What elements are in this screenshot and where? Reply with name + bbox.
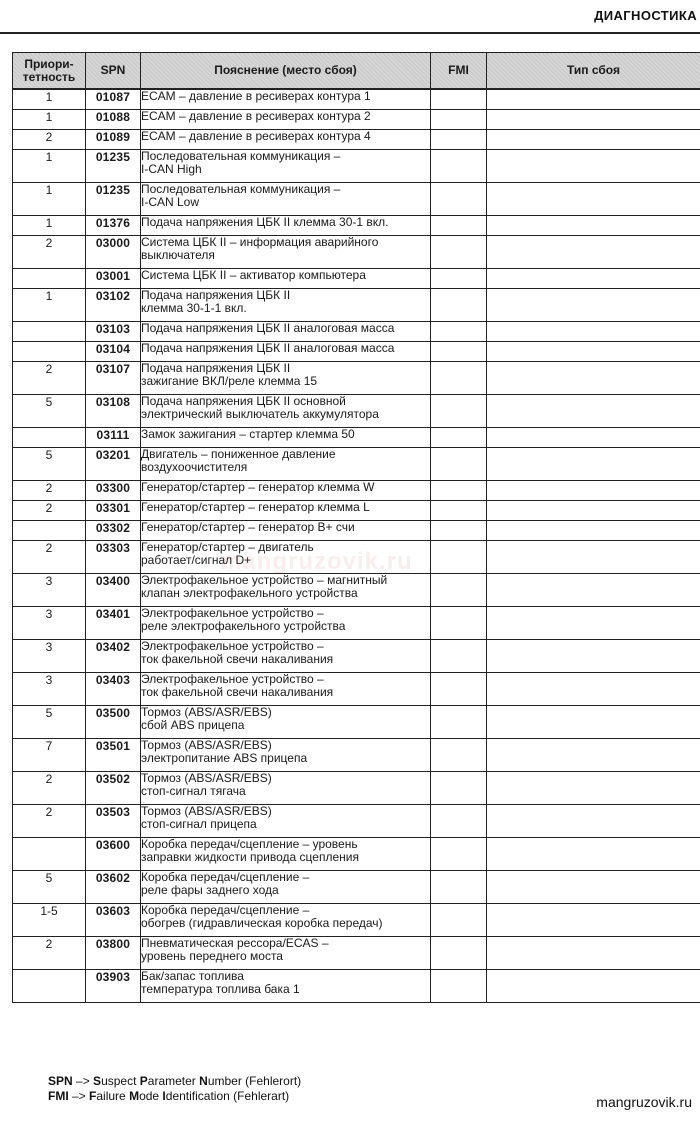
table-row bbox=[13, 520, 700, 540]
cell-fmi bbox=[431, 705, 487, 738]
cell-priority bbox=[13, 969, 86, 1002]
footer-arrow: –> bbox=[68, 1089, 90, 1103]
table-row bbox=[13, 705, 700, 738]
description-line: ECAM – давление в ресиверах контура 4 bbox=[141, 128, 371, 143]
cell-fault-type bbox=[487, 321, 700, 341]
cell-description bbox=[141, 573, 431, 606]
cell-priority: 1 bbox=[13, 182, 86, 215]
cell-fmi bbox=[431, 215, 487, 235]
description-line: I-CAN High bbox=[141, 161, 202, 176]
description-line: Генератор/стартер – генератор клемма W bbox=[141, 479, 375, 494]
cell-description bbox=[141, 672, 431, 705]
cell-priority bbox=[13, 520, 86, 540]
description-line: выключателя bbox=[141, 247, 215, 262]
table-row bbox=[13, 447, 700, 480]
description-line: Коробка передач/сцепление – bbox=[141, 902, 310, 917]
cell-description bbox=[141, 500, 431, 520]
cell-spn: 03401 bbox=[86, 606, 141, 639]
cell-fault-type bbox=[487, 447, 700, 480]
cell-fmi bbox=[431, 109, 487, 129]
cell-fmi bbox=[431, 149, 487, 182]
table-row bbox=[13, 288, 700, 321]
cell-priority bbox=[13, 837, 86, 870]
description-line: Коробка передач/сцепление – bbox=[141, 869, 310, 884]
col-header-spn: SPN bbox=[86, 53, 141, 90]
cell-description bbox=[141, 540, 431, 573]
description-line: Тормоз (ABS/ASR/EBS) bbox=[141, 704, 272, 719]
cell-description bbox=[141, 520, 431, 540]
cell-spn: 03001 bbox=[86, 268, 141, 288]
cell-spn: 03903 bbox=[86, 969, 141, 1002]
cell-spn: 03501 bbox=[86, 738, 141, 771]
description-line: клемма 30-1-1 вкл. bbox=[141, 300, 247, 315]
cell-spn: 03302 bbox=[86, 520, 141, 540]
description-line: электропитание ABS прицепа bbox=[141, 750, 308, 765]
cell-fault-type bbox=[487, 288, 700, 321]
cell-fault-type bbox=[487, 639, 700, 672]
table-row bbox=[13, 672, 700, 705]
header-rule bbox=[0, 32, 700, 34]
cell-fmi bbox=[431, 639, 487, 672]
cell-description bbox=[141, 182, 431, 215]
cell-fmi bbox=[431, 361, 487, 394]
cell-priority: 5 bbox=[13, 394, 86, 427]
cell-fault-type bbox=[487, 480, 700, 500]
footer-initial: I bbox=[162, 1089, 166, 1103]
cell-spn: 03502 bbox=[86, 771, 141, 804]
table-body bbox=[13, 89, 700, 1002]
cell-priority: 3 bbox=[13, 639, 86, 672]
table-row bbox=[13, 268, 700, 288]
table-row bbox=[13, 500, 700, 520]
cell-spn: 03300 bbox=[86, 480, 141, 500]
cell-description bbox=[141, 804, 431, 837]
cell-description bbox=[141, 639, 431, 672]
description-line: Электрофакельное устройство – bbox=[141, 671, 324, 686]
cell-fault-type bbox=[487, 540, 700, 573]
cell-fault-type bbox=[487, 427, 700, 447]
cell-priority: 2 bbox=[13, 804, 86, 837]
cell-spn: 01087 bbox=[86, 89, 141, 109]
cell-fmi bbox=[431, 480, 487, 500]
cell-fault-type bbox=[487, 738, 700, 771]
cell-description bbox=[141, 969, 431, 1002]
cell-fault-type bbox=[487, 129, 700, 149]
description-line: уровень переднего моста bbox=[141, 948, 283, 963]
description-line: реле электрофакельного устройства bbox=[141, 618, 346, 633]
description-line: Система ЦБК II – информация аварийного bbox=[141, 234, 379, 249]
footer-initial: P bbox=[139, 1074, 148, 1088]
cell-priority: 7 bbox=[13, 738, 86, 771]
table-row bbox=[13, 969, 700, 1002]
footer-legend bbox=[48, 1074, 301, 1104]
cell-spn: 03111 bbox=[86, 427, 141, 447]
table-row bbox=[13, 129, 700, 149]
description-line: Пневматическая рессора/ECAS – bbox=[141, 935, 329, 950]
cell-description bbox=[141, 903, 431, 936]
cell-priority: 2 bbox=[13, 480, 86, 500]
cell-spn: 03800 bbox=[86, 936, 141, 969]
cell-description bbox=[141, 606, 431, 639]
cell-spn: 03102 bbox=[86, 288, 141, 321]
table-row bbox=[13, 215, 700, 235]
description-line: ECAM – давление в ресиверах контура 1 bbox=[141, 89, 371, 103]
cell-fmi bbox=[431, 394, 487, 427]
cell-fault-type bbox=[487, 500, 700, 520]
cell-priority: 5 bbox=[13, 705, 86, 738]
footer-initial: M bbox=[129, 1089, 140, 1103]
cell-description bbox=[141, 705, 431, 738]
cell-fault-type bbox=[487, 182, 700, 215]
table-row bbox=[13, 149, 700, 182]
cell-fmi bbox=[431, 235, 487, 268]
cell-description bbox=[141, 480, 431, 500]
cell-priority: 2 bbox=[13, 129, 86, 149]
table-row bbox=[13, 870, 700, 903]
description-line: стоп-сигнал прицепа bbox=[141, 816, 257, 831]
cell-spn: 01376 bbox=[86, 215, 141, 235]
footer-abbreviation: SPN bbox=[48, 1074, 73, 1088]
description-line: ток факельной свечи накаливания bbox=[141, 651, 334, 666]
cell-fault-type bbox=[487, 109, 700, 129]
description-line: Тормоз (ABS/ASR/EBS) bbox=[141, 770, 272, 785]
section-title: ДИАГНОСТИКА bbox=[594, 8, 697, 23]
table-row bbox=[13, 394, 700, 427]
footer-word-rest: arameter bbox=[147, 1074, 200, 1088]
cell-spn: 01088 bbox=[86, 109, 141, 129]
cell-fmi bbox=[431, 89, 487, 109]
cell-description bbox=[141, 837, 431, 870]
cell-priority: 1 bbox=[13, 109, 86, 129]
cell-spn: 01089 bbox=[86, 129, 141, 149]
description-line: Система ЦБК II – активатор компьютера bbox=[141, 267, 366, 282]
cell-fault-type bbox=[487, 573, 700, 606]
cell-fmi bbox=[431, 903, 487, 936]
description-line: обогрев (гидравлическая коробка передач) bbox=[141, 915, 383, 930]
table-header-row bbox=[13, 53, 700, 90]
table-row bbox=[13, 235, 700, 268]
cell-priority: 3 bbox=[13, 606, 86, 639]
col-header-fmi: FMI bbox=[431, 53, 487, 90]
cell-priority: 3 bbox=[13, 573, 86, 606]
description-line: Замок зажигания – стартер клемма 50 bbox=[141, 426, 355, 441]
cell-spn: 03403 bbox=[86, 672, 141, 705]
footer-arrow: –> bbox=[72, 1074, 94, 1088]
table-row bbox=[13, 361, 700, 394]
cell-fault-type bbox=[487, 268, 700, 288]
cell-description bbox=[141, 288, 431, 321]
cell-spn: 03503 bbox=[86, 804, 141, 837]
description-line: Генератор/стартер – генератор B+ счи bbox=[141, 519, 355, 534]
cell-fmi bbox=[431, 738, 487, 771]
cell-fmi bbox=[431, 771, 487, 804]
description-line: Подача напряжения ЦБК II bbox=[141, 360, 291, 375]
cell-fmi bbox=[431, 837, 487, 870]
cell-fault-type bbox=[487, 394, 700, 427]
description-line: сбой ABS прицепа bbox=[141, 717, 245, 732]
cell-priority: 2 bbox=[13, 500, 86, 520]
cell-fault-type bbox=[487, 215, 700, 235]
watermark-center: mangruzovik.ru bbox=[220, 548, 413, 575]
cell-fmi bbox=[431, 427, 487, 447]
col-header-priority-line: Приори- bbox=[24, 56, 74, 71]
description-line: Коробка передач/сцепление – уровень bbox=[141, 836, 358, 851]
cell-description bbox=[141, 129, 431, 149]
description-line: клапан электрофакельного устройства bbox=[141, 585, 358, 600]
cell-fmi bbox=[431, 969, 487, 1002]
cell-spn: 03000 bbox=[86, 235, 141, 268]
description-line: Электрофакельное устройство – магнитный bbox=[141, 572, 388, 587]
cell-fault-type bbox=[487, 149, 700, 182]
cell-fault-type bbox=[487, 235, 700, 268]
cell-fmi bbox=[431, 540, 487, 573]
col-header-priority-line: тетность bbox=[22, 69, 76, 84]
cell-priority: 1 bbox=[13, 149, 86, 182]
description-line: Подача напряжения ЦБК II аналоговая масса bbox=[141, 340, 395, 355]
cell-spn: 03602 bbox=[86, 870, 141, 903]
description-line: I-CAN Low bbox=[141, 194, 200, 209]
cell-fmi bbox=[431, 341, 487, 361]
cell-priority: 1 bbox=[13, 215, 86, 235]
description-line: реле фары заднего хода bbox=[141, 882, 279, 897]
cell-description bbox=[141, 361, 431, 394]
watermark-bottom: mangruzovik.ru bbox=[596, 1094, 692, 1110]
cell-description bbox=[141, 109, 431, 129]
table-row bbox=[13, 837, 700, 870]
cell-priority bbox=[13, 268, 86, 288]
cell-description bbox=[141, 268, 431, 288]
cell-fmi bbox=[431, 606, 487, 639]
cell-spn: 03201 bbox=[86, 447, 141, 480]
cell-fmi bbox=[431, 870, 487, 903]
table-row bbox=[13, 639, 700, 672]
table-row bbox=[13, 804, 700, 837]
cell-description bbox=[141, 394, 431, 427]
footer-word-rest: ode bbox=[139, 1089, 163, 1103]
table-row bbox=[13, 109, 700, 129]
cell-fault-type bbox=[487, 672, 700, 705]
cell-fault-type bbox=[487, 870, 700, 903]
cell-spn: 03603 bbox=[86, 903, 141, 936]
description-line: Последовательная коммуникация – bbox=[141, 181, 341, 196]
cell-description bbox=[141, 870, 431, 903]
description-line: Подача напряжения ЦБК II основной bbox=[141, 393, 346, 408]
table-row bbox=[13, 771, 700, 804]
footer-spn-line bbox=[48, 1074, 301, 1089]
cell-fmi bbox=[431, 321, 487, 341]
footer-word-rest: dentification (Fehlerart) bbox=[165, 1089, 290, 1103]
footer-word-rest: ailure bbox=[96, 1089, 130, 1103]
table-row bbox=[13, 936, 700, 969]
cell-spn: 03500 bbox=[86, 705, 141, 738]
footer-word-rest: uspect bbox=[101, 1074, 140, 1088]
cell-description bbox=[141, 771, 431, 804]
cell-fault-type bbox=[487, 361, 700, 394]
cell-fault-type bbox=[487, 804, 700, 837]
description-line: работает/сигнал D+ bbox=[141, 552, 252, 567]
table-row bbox=[13, 182, 700, 215]
cell-priority: 2 bbox=[13, 936, 86, 969]
cell-priority bbox=[13, 321, 86, 341]
description-line: Тормоз (ABS/ASR/EBS) bbox=[141, 737, 272, 752]
cell-spn: 03108 bbox=[86, 394, 141, 427]
cell-spn: 03303 bbox=[86, 540, 141, 573]
table-row bbox=[13, 738, 700, 771]
cell-spn: 03104 bbox=[86, 341, 141, 361]
cell-fault-type bbox=[487, 606, 700, 639]
description-line: ток факельной свечи накаливания bbox=[141, 684, 334, 699]
table-row bbox=[13, 606, 700, 639]
cell-fault-type bbox=[487, 771, 700, 804]
cell-fmi bbox=[431, 672, 487, 705]
description-line: температура топлива бака 1 bbox=[141, 981, 300, 996]
description-line: Подача напряжения ЦБК II аналоговая масса bbox=[141, 320, 395, 335]
description-line: электрический выключатель аккумулятора bbox=[141, 406, 379, 421]
footer-word-rest: umber (Fehlerort) bbox=[207, 1074, 302, 1088]
table-row bbox=[13, 903, 700, 936]
description-line: зажигание ВКЛ/реле клемма 15 bbox=[141, 373, 318, 388]
footer-abbreviation: FMI bbox=[48, 1089, 69, 1103]
diagnostic-table bbox=[12, 52, 700, 1003]
table-row bbox=[13, 89, 700, 109]
cell-priority: 2 bbox=[13, 771, 86, 804]
cell-priority bbox=[13, 427, 86, 447]
cell-priority: 2 bbox=[13, 540, 86, 573]
description-line: Двигатель – пониженное давление bbox=[141, 446, 336, 461]
cell-spn: 03400 bbox=[86, 573, 141, 606]
cell-spn: 03107 bbox=[86, 361, 141, 394]
cell-description bbox=[141, 427, 431, 447]
cell-fmi bbox=[431, 129, 487, 149]
col-header-type: Тип сбоя bbox=[487, 53, 700, 90]
cell-priority bbox=[13, 341, 86, 361]
description-line: Генератор/стартер – генератор клемма L bbox=[141, 499, 370, 514]
cell-priority: 1 bbox=[13, 288, 86, 321]
cell-description bbox=[141, 235, 431, 268]
cell-description bbox=[141, 89, 431, 109]
table-row bbox=[13, 540, 700, 573]
description-line: Электрофакельное устройство – bbox=[141, 638, 324, 653]
cell-priority: 3 bbox=[13, 672, 86, 705]
cell-fault-type bbox=[487, 705, 700, 738]
cell-fmi bbox=[431, 182, 487, 215]
table-row bbox=[13, 427, 700, 447]
description-line: Бак/запас топлива bbox=[141, 968, 244, 983]
cell-priority: 5 bbox=[13, 870, 86, 903]
table-row bbox=[13, 573, 700, 606]
cell-description bbox=[141, 738, 431, 771]
cell-description bbox=[141, 215, 431, 235]
description-line: воздухоочистителя bbox=[141, 459, 248, 474]
cell-priority: 2 bbox=[13, 235, 86, 268]
cell-spn: 03301 bbox=[86, 500, 141, 520]
cell-fault-type bbox=[487, 903, 700, 936]
cell-spn: 01235 bbox=[86, 182, 141, 215]
cell-priority: 1-5 bbox=[13, 903, 86, 936]
cell-description bbox=[141, 936, 431, 969]
cell-spn: 03402 bbox=[86, 639, 141, 672]
cell-fmi bbox=[431, 447, 487, 480]
description-line: Последовательная коммуникация – bbox=[141, 148, 341, 163]
footer-fmi-line bbox=[48, 1089, 301, 1104]
description-line: Подача напряжения ЦБК II клемма 30-1 вкл. bbox=[141, 214, 389, 229]
table-row bbox=[13, 321, 700, 341]
cell-fault-type bbox=[487, 837, 700, 870]
description-line: ECAM – давление в ресиверах контура 2 bbox=[141, 108, 371, 123]
cell-spn: 01235 bbox=[86, 149, 141, 182]
cell-fmi bbox=[431, 520, 487, 540]
description-line: Тормоз (ABS/ASR/EBS) bbox=[141, 803, 272, 818]
description-line: Электрофакельное устройство – bbox=[141, 605, 324, 620]
cell-fmi bbox=[431, 936, 487, 969]
cell-fmi bbox=[431, 573, 487, 606]
cell-priority: 5 bbox=[13, 447, 86, 480]
cell-fault-type bbox=[487, 969, 700, 1002]
cell-description bbox=[141, 149, 431, 182]
footer-initial: F bbox=[89, 1089, 97, 1103]
col-header-description: Пояснение (место сбоя) bbox=[141, 53, 431, 90]
cell-priority: 1 bbox=[13, 89, 86, 109]
table-row bbox=[13, 480, 700, 500]
cell-description bbox=[141, 321, 431, 341]
cell-fmi bbox=[431, 268, 487, 288]
description-line: стоп-сигнал тягача bbox=[141, 783, 246, 798]
cell-spn: 03600 bbox=[86, 837, 141, 870]
table-row bbox=[13, 341, 700, 361]
cell-fault-type bbox=[487, 520, 700, 540]
cell-fault-type bbox=[487, 341, 700, 361]
cell-description bbox=[141, 447, 431, 480]
description-line: заправки жидкости привода сцепления bbox=[141, 849, 359, 864]
cell-fmi bbox=[431, 804, 487, 837]
cell-fmi bbox=[431, 500, 487, 520]
description-line: Подача напряжения ЦБК II bbox=[141, 287, 291, 302]
cell-description bbox=[141, 341, 431, 361]
cell-fault-type bbox=[487, 936, 700, 969]
description-line: Генератор/стартер – двигатель bbox=[141, 539, 314, 554]
cell-priority: 2 bbox=[13, 361, 86, 394]
col-header-priority bbox=[13, 53, 86, 90]
footer-initial: S bbox=[93, 1074, 102, 1088]
cell-fault-type bbox=[487, 89, 700, 109]
cell-fmi bbox=[431, 288, 487, 321]
cell-spn: 03103 bbox=[86, 321, 141, 341]
footer-initial: N bbox=[199, 1074, 208, 1088]
